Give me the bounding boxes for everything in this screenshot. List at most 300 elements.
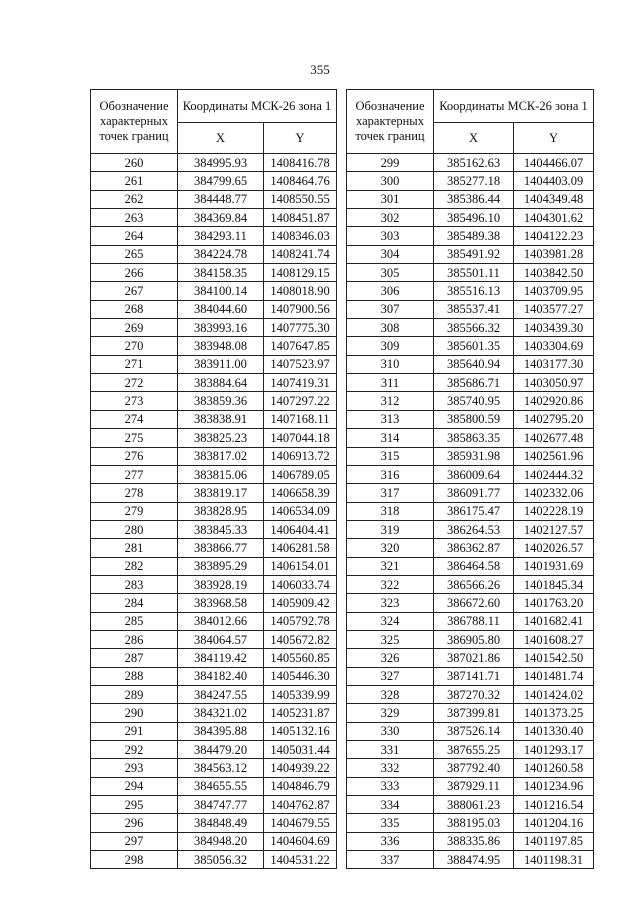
point-id-cell: 321 <box>347 557 434 575</box>
table-body <box>91 154 337 869</box>
x-coordinate-cell: 384395.88 <box>178 722 264 740</box>
x-coordinate-cell: 384064.57 <box>178 630 264 648</box>
table-row <box>91 264 337 282</box>
table-row <box>91 796 337 814</box>
y-coordinate-cell: 1404679.55 <box>264 814 337 832</box>
x-coordinate-cell: 388195.03 <box>434 814 514 832</box>
point-id-cell: 279 <box>91 502 178 520</box>
table-row <box>347 851 594 869</box>
x-coordinate-cell: 384747.77 <box>178 796 264 814</box>
y-coordinate-cell: 1405672.82 <box>264 630 337 648</box>
point-id-cell: 267 <box>91 282 178 300</box>
y-column-header: Y <box>514 123 594 154</box>
point-id-cell: 312 <box>347 392 434 410</box>
table-row <box>91 594 337 612</box>
x-coordinate-cell: 387792.40 <box>434 759 514 777</box>
table-row <box>91 649 337 667</box>
point-id-cell: 275 <box>91 429 178 447</box>
y-coordinate-cell: 1406658.39 <box>264 484 337 502</box>
y-coordinate-cell: 1402677.48 <box>514 429 594 447</box>
x-coordinate-cell: 386672.60 <box>434 594 514 612</box>
y-coordinate-cell: 1404122.23 <box>514 227 594 245</box>
point-id-cell: 268 <box>91 300 178 318</box>
point-id-cell: 316 <box>347 465 434 483</box>
y-coordinate-cell: 1402795.20 <box>514 410 594 428</box>
table-row <box>347 777 594 795</box>
y-coordinate-cell: 1405132.16 <box>264 722 337 740</box>
y-coordinate-cell: 1408346.03 <box>264 227 337 245</box>
point-id-cell: 331 <box>347 741 434 759</box>
point-id-cell: 276 <box>91 447 178 465</box>
table-row <box>91 539 337 557</box>
y-coordinate-cell: 1402920.86 <box>514 392 594 410</box>
point-id-cell: 270 <box>91 337 178 355</box>
table-row <box>91 575 337 593</box>
table-row <box>347 429 594 447</box>
x-coordinate-cell: 383968.58 <box>178 594 264 612</box>
y-coordinate-cell: 1404301.62 <box>514 209 594 227</box>
table-row <box>347 759 594 777</box>
point-id-cell: 288 <box>91 667 178 685</box>
x-coordinate-cell: 385640.94 <box>434 355 514 373</box>
table-row <box>347 227 594 245</box>
point-id-cell: 318 <box>347 502 434 520</box>
table-row <box>91 209 337 227</box>
x-coordinate-cell: 383928.19 <box>178 575 264 593</box>
point-id-cell: 260 <box>91 154 178 172</box>
x-coordinate-cell: 384044.60 <box>178 300 264 318</box>
table-row <box>347 392 594 410</box>
x-coordinate-cell: 385489.38 <box>434 227 514 245</box>
point-id-cell: 314 <box>347 429 434 447</box>
y-coordinate-cell: 1405560.85 <box>264 649 337 667</box>
point-id-cell: 286 <box>91 630 178 648</box>
y-coordinate-cell: 1402127.57 <box>514 520 594 538</box>
point-id-cell: 261 <box>91 172 178 190</box>
coordinates-group-header: Координаты МСК-26 зона 1 <box>434 90 594 123</box>
x-coordinate-cell: 387655.25 <box>434 741 514 759</box>
y-coordinate-cell: 1407647.85 <box>264 337 337 355</box>
x-coordinate-cell: 384655.55 <box>178 777 264 795</box>
y-coordinate-cell: 1404604.69 <box>264 832 337 850</box>
point-id-cell: 263 <box>91 209 178 227</box>
table-row <box>91 832 337 850</box>
table-row <box>91 722 337 740</box>
y-coordinate-cell: 1403177.30 <box>514 355 594 373</box>
point-id-cell: 334 <box>347 796 434 814</box>
table-row <box>347 465 594 483</box>
y-coordinate-cell: 1402026.57 <box>514 539 594 557</box>
point-id-cell: 306 <box>347 282 434 300</box>
y-coordinate-cell: 1403709.95 <box>514 282 594 300</box>
y-coordinate-cell: 1401204.16 <box>514 814 594 832</box>
y-coordinate-cell: 1402332.06 <box>514 484 594 502</box>
y-coordinate-cell: 1402444.32 <box>514 465 594 483</box>
y-coordinate-cell: 1407900.56 <box>264 300 337 318</box>
point-id-cell: 333 <box>347 777 434 795</box>
point-id-cell: 330 <box>347 722 434 740</box>
table-row <box>347 245 594 263</box>
point-id-cell: 290 <box>91 704 178 722</box>
x-coordinate-cell: 384321.02 <box>178 704 264 722</box>
point-id-cell: 266 <box>91 264 178 282</box>
x-coordinate-cell: 385162.63 <box>434 154 514 172</box>
x-coordinate-cell: 383838.91 <box>178 410 264 428</box>
table-row <box>91 704 337 722</box>
table-row <box>91 337 337 355</box>
y-coordinate-cell: 1407419.31 <box>264 374 337 392</box>
x-coordinate-cell: 387141.71 <box>434 667 514 685</box>
y-coordinate-cell: 1401845.34 <box>514 575 594 593</box>
y-coordinate-cell: 1406281.58 <box>264 539 337 557</box>
x-coordinate-cell: 383845.33 <box>178 520 264 538</box>
y-coordinate-cell: 1407523.97 <box>264 355 337 373</box>
table-row <box>91 630 337 648</box>
x-coordinate-cell: 386091.77 <box>434 484 514 502</box>
x-coordinate-cell: 384224.78 <box>178 245 264 263</box>
x-coordinate-cell: 383825.23 <box>178 429 264 447</box>
point-id-cell: 329 <box>347 704 434 722</box>
x-coordinate-cell: 384293.11 <box>178 227 264 245</box>
point-id-cell: 305 <box>347 264 434 282</box>
y-coordinate-cell: 1407775.30 <box>264 319 337 337</box>
point-id-cell: 336 <box>347 832 434 850</box>
x-coordinate-cell: 388474.95 <box>434 851 514 869</box>
point-id-cell: 304 <box>347 245 434 263</box>
point-id-cell: 282 <box>91 557 178 575</box>
table-row <box>91 667 337 685</box>
x-coordinate-cell: 387021.86 <box>434 649 514 667</box>
y-coordinate-cell: 1406913.72 <box>264 447 337 465</box>
x-coordinate-cell: 385491.92 <box>434 245 514 263</box>
point-id-cell: 303 <box>347 227 434 245</box>
y-coordinate-cell: 1406534.09 <box>264 502 337 520</box>
point-id-cell: 269 <box>91 319 178 337</box>
y-coordinate-cell: 1408464.76 <box>264 172 337 190</box>
point-id-cell: 295 <box>91 796 178 814</box>
point-id-cell: 335 <box>347 814 434 832</box>
x-coordinate-cell: 384100.14 <box>178 282 264 300</box>
point-id-cell: 284 <box>91 594 178 612</box>
table-body <box>347 154 594 869</box>
x-coordinate-cell: 384563.12 <box>178 759 264 777</box>
x-coordinate-cell: 387270.32 <box>434 685 514 703</box>
y-coordinate-cell: 1401197.85 <box>514 832 594 850</box>
point-id-cell: 298 <box>91 851 178 869</box>
table-row <box>347 520 594 538</box>
point-id-cell: 274 <box>91 410 178 428</box>
table-row <box>347 796 594 814</box>
y-coordinate-cell: 1408451.87 <box>264 209 337 227</box>
y-coordinate-cell: 1408129.15 <box>264 264 337 282</box>
point-id-cell: 320 <box>347 539 434 557</box>
table-row <box>91 355 337 373</box>
point-id-cell: 278 <box>91 484 178 502</box>
x-column-header: X <box>434 123 514 154</box>
x-coordinate-cell: 388061.23 <box>434 796 514 814</box>
point-id-cell: 287 <box>91 649 178 667</box>
y-coordinate-cell: 1406789.05 <box>264 465 337 483</box>
table-row <box>91 741 337 759</box>
point-id-cell: 271 <box>91 355 178 373</box>
y-coordinate-cell: 1401542.50 <box>514 649 594 667</box>
y-coordinate-cell: 1403577.27 <box>514 300 594 318</box>
y-coordinate-cell: 1404403.09 <box>514 172 594 190</box>
point-id-cell: 281 <box>91 539 178 557</box>
y-coordinate-cell: 1405231.87 <box>264 704 337 722</box>
x-coordinate-cell: 383884.64 <box>178 374 264 392</box>
table-row <box>347 722 594 740</box>
x-coordinate-cell: 387399.81 <box>434 704 514 722</box>
point-id-cell: 291 <box>91 722 178 740</box>
table-row <box>347 557 594 575</box>
y-coordinate-cell: 1403439.30 <box>514 319 594 337</box>
x-coordinate-cell: 384247.55 <box>178 685 264 703</box>
point-id-cell: 265 <box>91 245 178 263</box>
x-coordinate-cell: 385800.59 <box>434 410 514 428</box>
point-id-cell: 332 <box>347 759 434 777</box>
table-row <box>347 575 594 593</box>
table-row <box>91 374 337 392</box>
x-coordinate-cell: 386788.11 <box>434 612 514 630</box>
x-coordinate-cell: 385516.13 <box>434 282 514 300</box>
y-coordinate-cell: 1407168.11 <box>264 410 337 428</box>
table-row <box>347 814 594 832</box>
table-row <box>91 685 337 703</box>
x-coordinate-cell: 383859.36 <box>178 392 264 410</box>
y-coordinate-cell: 1401373.25 <box>514 704 594 722</box>
point-id-cell: 294 <box>91 777 178 795</box>
x-coordinate-cell: 383948.08 <box>178 337 264 355</box>
table-row <box>347 190 594 208</box>
table-row <box>347 832 594 850</box>
x-coordinate-cell: 384369.84 <box>178 209 264 227</box>
x-coordinate-cell: 383911.00 <box>178 355 264 373</box>
y-coordinate-cell: 1405446.30 <box>264 667 337 685</box>
y-coordinate-cell: 1404939.22 <box>264 759 337 777</box>
y-coordinate-cell: 1402228.19 <box>514 502 594 520</box>
x-coordinate-cell: 386905.80 <box>434 630 514 648</box>
y-coordinate-cell: 1408416.78 <box>264 154 337 172</box>
x-coordinate-cell: 385537.41 <box>434 300 514 318</box>
point-id-cell: 272 <box>91 374 178 392</box>
table-row <box>347 704 594 722</box>
x-coordinate-cell: 385386.44 <box>434 190 514 208</box>
x-coordinate-cell: 385496.10 <box>434 209 514 227</box>
y-coordinate-cell: 1405339.99 <box>264 685 337 703</box>
y-coordinate-cell: 1404531.22 <box>264 851 337 869</box>
y-coordinate-cell: 1406033.74 <box>264 575 337 593</box>
y-coordinate-cell: 1401234.96 <box>514 777 594 795</box>
point-id-cell: 289 <box>91 685 178 703</box>
y-coordinate-cell: 1402561.96 <box>514 447 594 465</box>
x-coordinate-cell: 386264.53 <box>434 520 514 538</box>
y-coordinate-cell: 1401608.27 <box>514 630 594 648</box>
y-coordinate-cell: 1404349.48 <box>514 190 594 208</box>
y-coordinate-cell: 1408018.90 <box>264 282 337 300</box>
point-column-header: Обозначение характерных точек границ <box>347 90 434 154</box>
y-column-header: Y <box>264 123 337 154</box>
x-coordinate-cell: 384012.66 <box>178 612 264 630</box>
x-coordinate-cell: 383895.29 <box>178 557 264 575</box>
table-row <box>91 447 337 465</box>
point-id-cell: 277 <box>91 465 178 483</box>
x-coordinate-cell: 385601.35 <box>434 337 514 355</box>
table-row <box>91 429 337 447</box>
coordinates-table-left <box>90 89 337 869</box>
page-number: 355 <box>310 62 330 77</box>
point-id-cell: 301 <box>347 190 434 208</box>
y-coordinate-cell: 1406404.41 <box>264 520 337 538</box>
table-row <box>91 851 337 869</box>
x-coordinate-cell: 386362.87 <box>434 539 514 557</box>
table-row <box>347 667 594 685</box>
point-id-cell: 337 <box>347 851 434 869</box>
table-row <box>347 649 594 667</box>
table-row <box>91 282 337 300</box>
table-row <box>91 245 337 263</box>
table-row <box>91 520 337 538</box>
x-coordinate-cell: 385277.18 <box>434 172 514 190</box>
y-coordinate-cell: 1403981.28 <box>514 245 594 263</box>
x-coordinate-cell: 386175.47 <box>434 502 514 520</box>
x-coordinate-cell: 387929.11 <box>434 777 514 795</box>
table-row <box>91 410 337 428</box>
table-row <box>91 465 337 483</box>
y-coordinate-cell: 1404466.07 <box>514 154 594 172</box>
y-coordinate-cell: 1405792.78 <box>264 612 337 630</box>
y-coordinate-cell: 1401216.54 <box>514 796 594 814</box>
point-id-cell: 322 <box>347 575 434 593</box>
y-coordinate-cell: 1407044.18 <box>264 429 337 447</box>
x-coordinate-cell: 386464.58 <box>434 557 514 575</box>
table-row <box>347 741 594 759</box>
y-coordinate-cell: 1405031.44 <box>264 741 337 759</box>
x-coordinate-cell: 385863.35 <box>434 429 514 447</box>
point-id-cell: 280 <box>91 520 178 538</box>
x-coordinate-cell: 385501.11 <box>434 264 514 282</box>
y-coordinate-cell: 1407297.22 <box>264 392 337 410</box>
table-row <box>347 630 594 648</box>
point-id-cell: 296 <box>91 814 178 832</box>
y-coordinate-cell: 1406154.01 <box>264 557 337 575</box>
x-coordinate-cell: 386009.64 <box>434 465 514 483</box>
y-coordinate-cell: 1404846.79 <box>264 777 337 795</box>
point-id-cell: 264 <box>91 227 178 245</box>
y-coordinate-cell: 1401260.58 <box>514 759 594 777</box>
table-row <box>347 154 594 172</box>
coordinates-group-header: Координаты МСК-26 зона 1 <box>178 90 337 123</box>
x-coordinate-cell: 383815.06 <box>178 465 264 483</box>
y-coordinate-cell: 1404762.87 <box>264 796 337 814</box>
table-row <box>91 612 337 630</box>
coordinates-table-right <box>346 89 594 869</box>
table-row <box>347 355 594 373</box>
point-id-cell: 328 <box>347 685 434 703</box>
point-id-cell: 326 <box>347 649 434 667</box>
table-row <box>91 814 337 832</box>
point-id-cell: 309 <box>347 337 434 355</box>
table-row <box>347 410 594 428</box>
point-id-cell: 283 <box>91 575 178 593</box>
y-coordinate-cell: 1408550.55 <box>264 190 337 208</box>
table-row <box>347 319 594 337</box>
point-id-cell: 302 <box>347 209 434 227</box>
point-id-cell: 310 <box>347 355 434 373</box>
point-id-cell: 293 <box>91 759 178 777</box>
y-coordinate-cell: 1405909.42 <box>264 594 337 612</box>
point-id-cell: 319 <box>347 520 434 538</box>
y-coordinate-cell: 1403304.69 <box>514 337 594 355</box>
x-coordinate-cell: 388335.86 <box>434 832 514 850</box>
table-row <box>91 777 337 795</box>
x-coordinate-cell: 384848.49 <box>178 814 264 832</box>
point-id-cell: 307 <box>347 300 434 318</box>
x-coordinate-cell: 383817.02 <box>178 447 264 465</box>
y-coordinate-cell: 1401481.74 <box>514 667 594 685</box>
table-row <box>347 300 594 318</box>
point-id-cell: 308 <box>347 319 434 337</box>
x-coordinate-cell: 384799.65 <box>178 172 264 190</box>
table-row <box>91 154 337 172</box>
table-row <box>347 374 594 392</box>
point-id-cell: 313 <box>347 410 434 428</box>
point-column-header: Обозначение характерных точек границ <box>91 90 178 154</box>
table-row <box>347 685 594 703</box>
x-coordinate-cell: 384448.77 <box>178 190 264 208</box>
x-coordinate-cell: 385686.71 <box>434 374 514 392</box>
table-row <box>91 759 337 777</box>
point-id-cell: 327 <box>347 667 434 685</box>
table-row <box>347 264 594 282</box>
table-row <box>347 539 594 557</box>
table-row <box>347 209 594 227</box>
y-coordinate-cell: 1401198.31 <box>514 851 594 869</box>
x-coordinate-cell: 387526.14 <box>434 722 514 740</box>
table-row <box>91 392 337 410</box>
y-coordinate-cell: 1401763.20 <box>514 594 594 612</box>
x-coordinate-cell: 385740.95 <box>434 392 514 410</box>
point-id-cell: 315 <box>347 447 434 465</box>
y-coordinate-cell: 1401682.41 <box>514 612 594 630</box>
point-id-cell: 297 <box>91 832 178 850</box>
x-coordinate-cell: 384158.35 <box>178 264 264 282</box>
table-row <box>91 557 337 575</box>
y-coordinate-cell: 1401424.02 <box>514 685 594 703</box>
table-row <box>347 337 594 355</box>
y-coordinate-cell: 1401931.69 <box>514 557 594 575</box>
point-id-cell: 292 <box>91 741 178 759</box>
table-row <box>347 612 594 630</box>
x-coordinate-cell: 384948.20 <box>178 832 264 850</box>
table-row <box>347 447 594 465</box>
point-id-cell: 323 <box>347 594 434 612</box>
point-id-cell: 262 <box>91 190 178 208</box>
x-coordinate-cell: 385056.32 <box>178 851 264 869</box>
table-row <box>347 484 594 502</box>
table-row <box>91 227 337 245</box>
table-row <box>347 282 594 300</box>
x-coordinate-cell: 384995.93 <box>178 154 264 172</box>
x-coordinate-cell: 384119.42 <box>178 649 264 667</box>
y-coordinate-cell: 1408241.74 <box>264 245 337 263</box>
y-coordinate-cell: 1403050.97 <box>514 374 594 392</box>
x-coordinate-cell: 384479.20 <box>178 741 264 759</box>
x-coordinate-cell: 383866.77 <box>178 539 264 557</box>
x-column-header: X <box>178 123 264 154</box>
table-row <box>91 484 337 502</box>
table-row <box>347 594 594 612</box>
